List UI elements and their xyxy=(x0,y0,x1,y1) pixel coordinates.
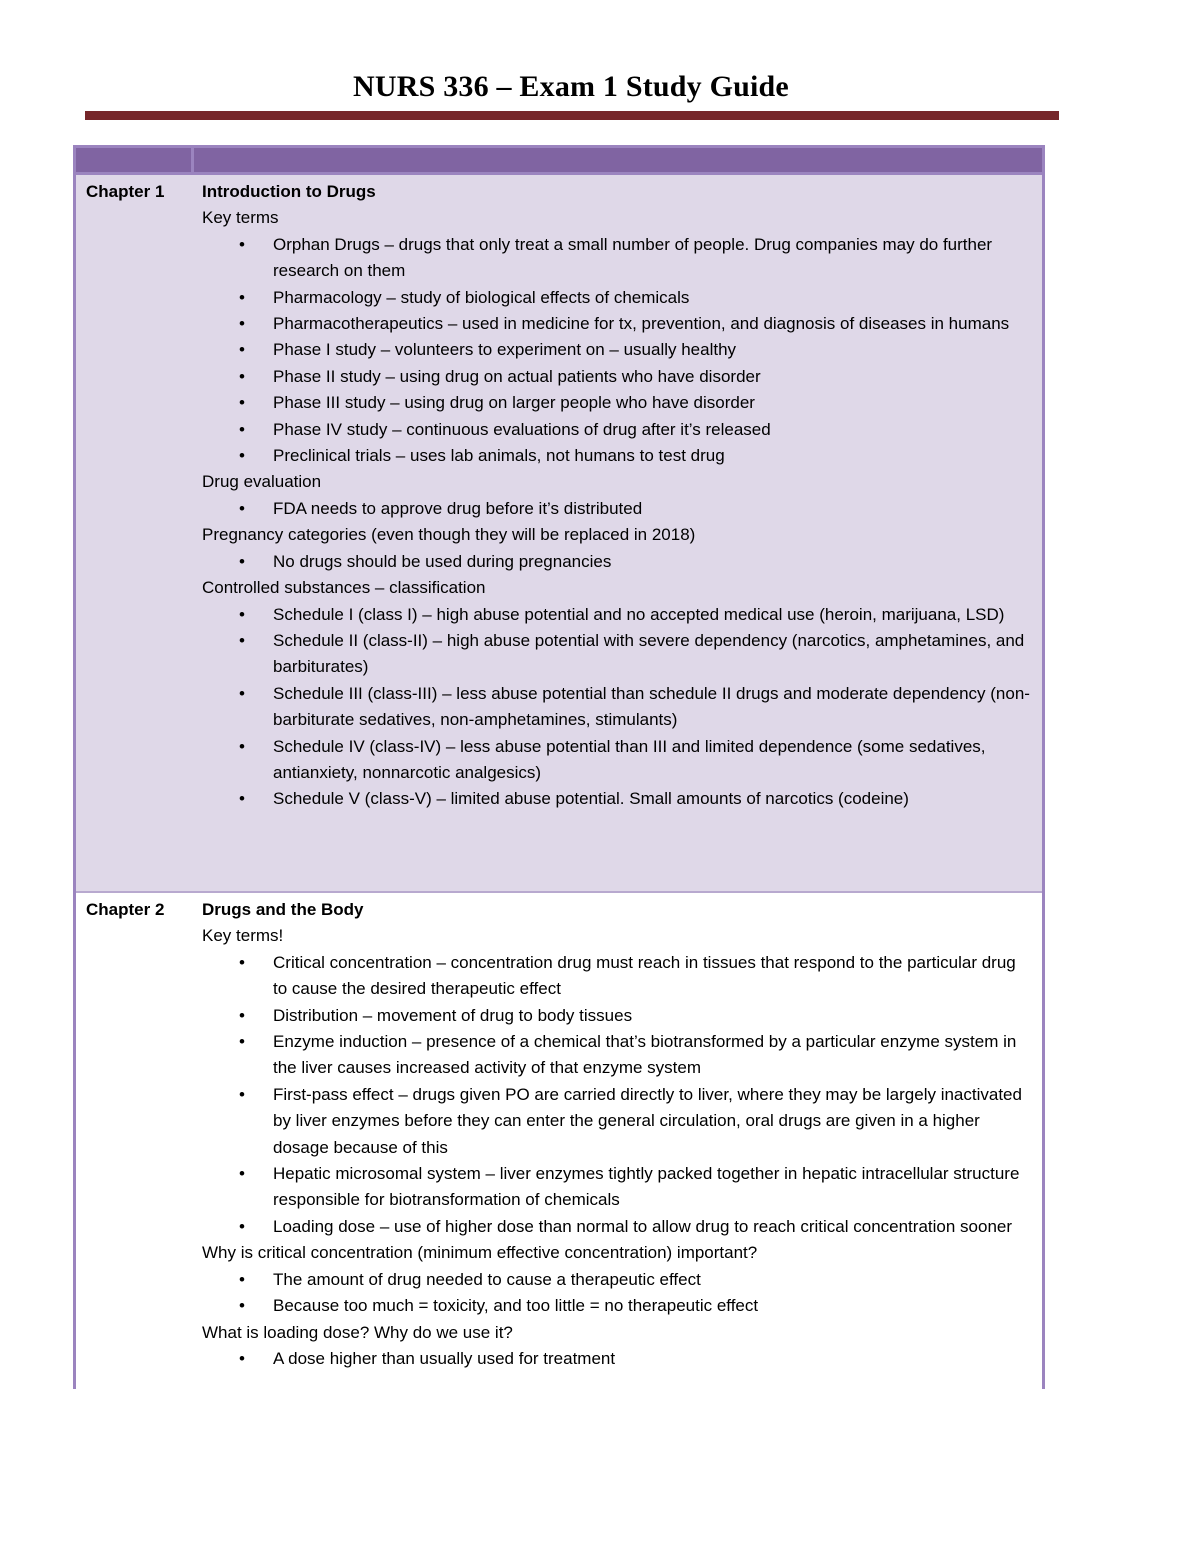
list-item: • Phase II study – using drug on actual patients who have disorder xyxy=(202,364,1032,390)
section-title: What is loading dose? Why do we use it? xyxy=(202,1322,513,1342)
bullet-list xyxy=(202,1346,1032,1372)
section-title: Key terms xyxy=(202,208,279,228)
table-header-row xyxy=(76,145,1042,175)
section-title: Drug evaluation xyxy=(202,472,322,492)
document-title: NURS 336 – Exam 1 Study Guide xyxy=(353,70,789,103)
bullet-list xyxy=(202,549,1032,575)
list-item: • Loading dose – use of higher dose than normal to allow drug to reach critical concentration sooner xyxy=(202,1214,1032,1240)
section-title: Controlled substances – classification xyxy=(202,578,486,598)
table-header-cell-chapter xyxy=(76,148,194,172)
chapter-row xyxy=(76,891,1042,1391)
bullet-list xyxy=(202,1267,1032,1320)
bullet-list xyxy=(202,496,1032,522)
list-item: • First-pass effect – drugs given PO are carried directly to liver, where they may be largely inactivated by liver enzymes before they can enter the general circulation, oral drugs are given in a higher dosage because of this xyxy=(202,1082,1032,1161)
title-divider xyxy=(85,111,1059,120)
list-item: • A dose higher than usually used for treatment xyxy=(202,1346,1032,1372)
list-item: • Schedule I (class I) – high abuse potential and no accepted medical use (heroin, marijuana, LSD) xyxy=(202,602,1032,628)
list-item: • Phase I study – volunteers to experiment on – usually healthy xyxy=(202,337,1032,363)
bullet-list xyxy=(202,602,1032,813)
bullet-list xyxy=(202,950,1032,1240)
list-item: • Schedule V (class-V) – limited abuse potential. Small amounts of narcotics (codeine) xyxy=(202,786,1032,812)
list-item: • Distribution – movement of drug to body tissues xyxy=(202,1003,1032,1029)
section-title: Key terms! xyxy=(202,926,284,946)
list-item: • Schedule IV (class-IV) – less abuse potential than III and limited dependence (some sedatives, antianxiety, nonnarcotic analgesics) xyxy=(202,734,1032,787)
chapter-row xyxy=(76,175,1042,891)
list-item: • FDA needs to approve drug before it’s distributed xyxy=(202,496,1032,522)
chapter-label: Chapter 1 xyxy=(86,182,165,201)
chapter-label: Chapter 2 xyxy=(86,900,165,919)
list-item: • The amount of drug needed to cause a therapeutic effect xyxy=(202,1267,1032,1293)
chapter-content xyxy=(202,179,1032,813)
list-item: • Because too much = toxicity, and too little = no therapeutic effect xyxy=(202,1293,1032,1319)
chapter-heading: Drugs and the Body xyxy=(202,900,364,919)
section-title: Pregnancy categories (even though they will be replaced in 2018) xyxy=(202,525,696,545)
list-item: • Phase III study – using drug on larger people who have disorder xyxy=(202,390,1032,416)
section-title: Why is critical concentration (minimum effective concentration) important? xyxy=(202,1243,758,1263)
list-item: • Critical concentration – concentration drug must reach in tissues that respond to the particular drug to cause the desired therapeutic effect xyxy=(202,950,1032,1003)
list-item: • Phase IV study – continuous evaluations of drug after it’s released xyxy=(202,417,1032,443)
list-item: • Schedule II (class-II) – high abuse potential with severe dependency (narcotics, amphetamines, and barbiturates) xyxy=(202,628,1032,681)
list-item: • Pharmacotherapeutics – used in medicine for tx, prevention, and diagnosis of diseases in humans xyxy=(202,311,1032,337)
chapter-heading: Introduction to Drugs xyxy=(202,182,376,201)
study-guide-table xyxy=(73,145,1045,1389)
list-item: • No drugs should be used during pregnancies xyxy=(202,549,1032,575)
list-item: • Hepatic microsomal system – liver enzymes tightly packed together in hepatic intracellular structure responsible for biotransformation of chemicals xyxy=(202,1161,1032,1214)
bullet-list xyxy=(202,232,1032,470)
list-item: • Schedule III (class-III) – less abuse potential than schedule II drugs and moderate dependency (non-barbiturate sedatives, non-amphetamines, stimulants) xyxy=(202,681,1032,734)
chapter-content xyxy=(202,897,1032,1372)
list-item: • Preclinical trials – uses lab animals, not humans to test drug xyxy=(202,443,1032,469)
list-item: • Orphan Drugs – drugs that only treat a small number of people. Drug companies may do further research on them xyxy=(202,232,1032,285)
list-item: • Enzyme induction – presence of a chemical that’s biotransformed by a particular enzyme system in the liver causes increased activity of that enzyme system xyxy=(202,1029,1032,1082)
list-item: • Pharmacology – study of biological effects of chemicals xyxy=(202,285,1032,311)
